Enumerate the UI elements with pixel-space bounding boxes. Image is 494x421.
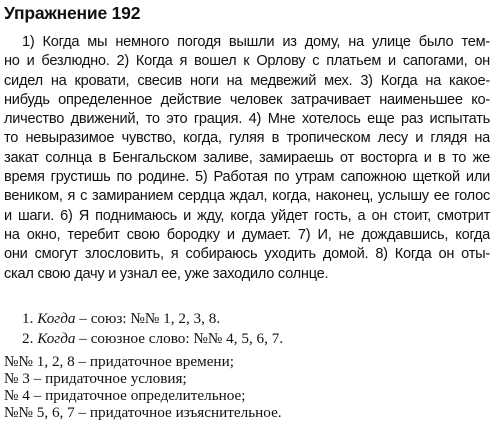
exercise-line: закат солнца в Бенгальском заливе, замираешь от восторга и в то же [4, 149, 490, 166]
clause-type-item: №№ 5, 6, 7 – придаточное изъяснительное. [4, 404, 282, 421]
clause-type-list [4, 353, 490, 421]
exercise-line: нибудь определенное действие человек затрачивает наименьшее ко- [4, 91, 490, 108]
answer-number: 1. [22, 310, 34, 327]
answer-number: 2. [22, 329, 34, 347]
answer-item [4, 329, 490, 349]
exercise-line: скал свою дачу и узнал ее, уже заходило солнце. [4, 265, 329, 282]
exercise-line: они смогут злословить, я собираюсь уходить домой. 8) Когда он оты- [4, 246, 490, 263]
exercise-text [4, 33, 490, 284]
clause-type-item: №№ 1, 2, 8 – придаточное времени; [4, 353, 234, 370]
exercise-line: то невыразимое чувство, когда, гуляя в тропическом лесу и глядя на [4, 130, 490, 147]
answer-keyword: Когда [37, 310, 76, 327]
clause-type-item: № 4 – придаточное определительное; [4, 387, 246, 404]
exercise-line: личество движений, то это грация. 4) Мне хотелось еще раз испытать [4, 111, 490, 128]
answer-text: – союз: №№ 1, 2, 3, 8. [75, 310, 221, 327]
exercise-line: но и безлюдно. 2) Когда я вошел к Орлову с платьем и сапогами, он [4, 53, 490, 70]
answer-list [4, 309, 490, 348]
answer-text: – союзное слово: №№ 4, 5, 6, 7. [75, 329, 284, 347]
exercise-title: Упражнение 192 [4, 3, 141, 23]
clause-type-item: № 3 – придаточное условия; [4, 370, 187, 387]
exercise-line: время грустишь по родине. 5) Работая по утрам сапожною щеткой или [4, 169, 490, 186]
exercise-line: веником, я с замиранием сердца ждал, когда, наконец, услышу ее голос [4, 188, 490, 205]
exercise-line: на окно, теребит свою бородку и думает. 7) И, не дождавшись, когда [4, 226, 490, 243]
answer-keyword: Когда [37, 329, 76, 347]
exercise-line: и шаги. 6) Я поднимаюсь и жду, когда уйдет гость, а он стоит, смотрит [4, 207, 490, 224]
exercise-line: сидел на кровати, свесив ноги на медвежий мех. 3) Когда на какое- [4, 72, 490, 89]
answer-item [4, 309, 490, 329]
exercise-line: 1) Когда мы немного погодя вышли из дому, на улице было тем- [22, 34, 490, 50]
